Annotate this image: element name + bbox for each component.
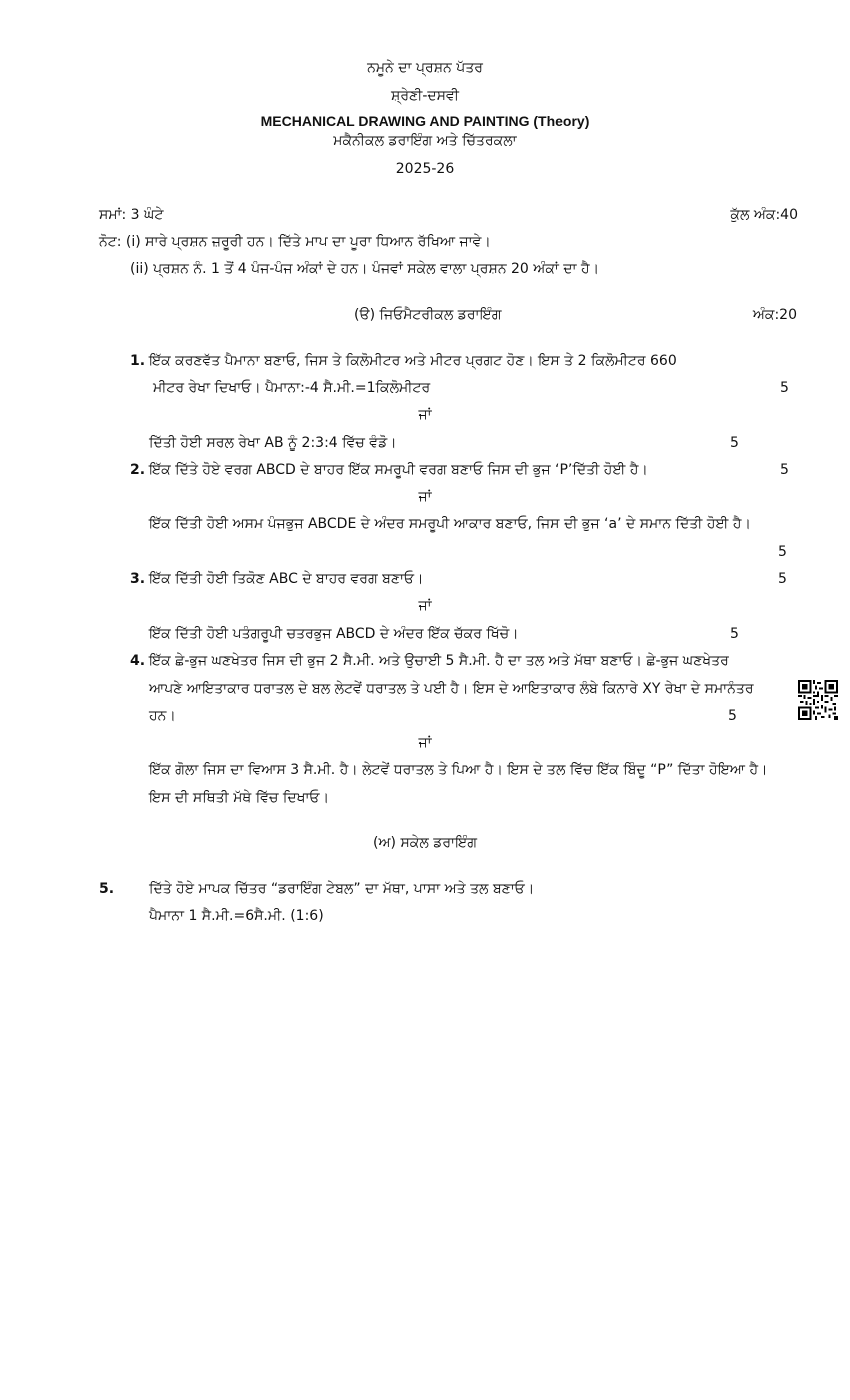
- q4-number: 4.: [130, 653, 146, 669]
- q3-alternative-marks: 5: [730, 626, 739, 642]
- q1-alternative: ਦਿੱਤੀ ਹੋਈ ਸਰਲ ਰੇਖਾ AB ਨੂੰ 2:3:4 ਵਿੱਚ ਵੰਡੋ।: [149, 435, 397, 451]
- q2-number: 2.: [130, 462, 146, 478]
- q3-number: 3.: [130, 571, 146, 587]
- q4-alternative-line-2: ਇਸ ਦੀ ਸਥਿਤੀ ਮੱਥੇ ਵਿੱਚ ਦਿਖਾਓ।: [149, 790, 330, 806]
- q5-line-2: ਪੈਮਾਨਾ 1 ਸੈ.ਮੀ.=6ਸੈ.ਮੀ. (1:6): [149, 908, 324, 924]
- note-2: (ii) ਪ੍ਰਸ਼ਨ ਨੰ. 1 ਤੋਂ 4 ਪੰਜ-ਪੰਜ ਅੰਕਾਂ ਦੇ ਹਨ। ਪੰਜਵਾਂ ਸਕੇਲ ਵਾਲਾ ਪ੍ਰਸ਼ਨ 20 ਅੰਕਾਂ ਦਾ ਹੈ।: [130, 261, 600, 277]
- subject-punjabi: ਮਕੈਨੀਕਲ ਡਰਾਇੰਗ ਅਤੇ ਚਿੱਤਰਕਲਾ: [333, 133, 517, 149]
- or-label: ਜਾਂ: [418, 407, 432, 423]
- session-year: 2025-26: [395, 161, 455, 177]
- q2-marks: 5: [780, 462, 789, 478]
- paper-title: ਨਮੂਨੇ ਦਾ ਪ੍ਰਸ਼ਨ ਪੱਤਰ: [367, 60, 483, 76]
- q4-marks: 5: [728, 708, 737, 724]
- q2-alternative-marks: 5: [778, 544, 787, 560]
- q2-line-1: ਇੱਕ ਦਿੱਤੇ ਹੋਏ ਵਰਗ ABCD ਦੇ ਬਾਹਰ ਇੱਕ ਸਮਰੂਪੀ ਵਰਗ ਬਣਾਓ ਜਿਸ ਦੀ ਭੁਜ ‘P’ਦਿੱਤੀ ਹੋਈ ਹੈ।: [149, 462, 648, 478]
- time-allowed: ਸਮਾਂ: 3 ਘੰਟੇ: [99, 207, 164, 223]
- q1-line-2: ਮੀਟਰ ਰੇਖਾ ਦਿਖਾਓ। ਪੈਮਾਨਾ:-4 ਸੈ.ਮੀ.=1ਕਿਲੋਮੀਟਰ: [153, 380, 431, 396]
- q3-line-1: ਇੱਕ ਦਿੱਤੀ ਹੋਈ ਤਿਕੋਣ ABC ਦੇ ਬਾਹਰ ਵਰਗ ਬਣਾਓ।: [149, 571, 424, 587]
- or-label: ਜਾਂ: [418, 489, 432, 505]
- q5-number: 5.: [99, 881, 115, 897]
- or-label: ਜਾਂ: [418, 735, 432, 751]
- class-line: ਸ਼੍ਰੇਣੀ-ਦਸਵੀ: [391, 88, 459, 104]
- or-label: ਜਾਂ: [418, 598, 432, 614]
- subject-english: MECHANICAL DRAWING AND PAINTING (Theory): [260, 113, 590, 129]
- q1-line-1: ਇੱਕ ਕਰਣਵੱਤ ਪੈਮਾਨਾ ਬਣਾਓ, ਜਿਸ ਤੇ ਕਿਲੋਮੀਟਰ ਅਤੇ ਮੀਟਰ ਪ੍ਰਗਟ ਹੋਣ। ਇਸ ਤੇ 2 ਕਿਲੋਮੀਟਰ 660: [149, 353, 677, 369]
- q1-marks: 5: [780, 380, 789, 396]
- q2-alternative: ਇੱਕ ਦਿੱਤੀ ਹੋਈ ਅਸਮ ਪੰਜਭੁਜ ABCDE ਦੇ ਅੰਦਰ ਸਮਰੂਪੀ ਆਕਾਰ ਬਣਾਓ, ਜਿਸ ਦੀ ਭੁਜ ‘a’ ਦੇ ਸਮਾਨ ਦਿੱਤੀ ਹੋਈ ਹੈ।: [149, 516, 751, 532]
- section-b-heading: (ਅ) ਸਕੇਲ ਡਰਾਇੰਗ: [373, 835, 477, 851]
- q1-number: 1.: [130, 353, 146, 369]
- q4-line-3: ਹਨ।: [149, 708, 176, 724]
- note-1: ਨੋਟ: (i) ਸਾਰੇ ਪ੍ਰਸ਼ਨ ਜ਼ਰੂਰੀ ਹਨ। ਦਿੱਤੇ ਮਾਪ ਦਾ ਪੂਰਾ ਧਿਆਨ ਰੱਖਿਆ ਜਾਵੇ।: [99, 234, 491, 250]
- q4-line-1: ਇੱਕ ਛੇ-ਭੁਜ ਘਣਖੇਤਰ ਜਿਸ ਦੀ ਭੁਜ 2 ਸੈ.ਮੀ. ਅਤੇ ਉਚਾਈ 5 ਸੈ.ਮੀ. ਹੈ ਦਾ ਤਲ ਅਤੇ ਮੱਥਾ ਬਣਾਓ। ਛੇ-ਭੁਜ ਘਣਖੇਤਰ: [149, 653, 729, 669]
- qr-code-icon: [798, 680, 838, 720]
- q4-alternative-line-1: ਇੱਕ ਗੋਲਾ ਜਿਸ ਦਾ ਵਿਆਸ 3 ਸੈ.ਮੀ. ਹੈ। ਲੇਟਵੇਂ ਧਰਾਤਲ ਤੇ ਪਿਆ ਹੈ। ਇਸ ਦੇ ਤਲ ਵਿੱਚ ਇੱਕ ਬਿੰਦੂ “P” ਦਿੱਤਾ ਹੋਇਆ ਹੈ।: [149, 762, 768, 778]
- q5-line-1: ਦਿੱਤੇ ਹੋਏ ਮਾਪਕ ਚਿੱਤਰ “ਡਰਾਇੰਗ ਟੇਬਲ” ਦਾ ਮੱਥਾ, ਪਾਸਾ ਅਤੇ ਤਲ ਬਣਾਓ।: [149, 881, 535, 897]
- q4-line-2: ਆਪਣੇ ਆਇਤਾਕਾਰ ਧਰਾਤਲ ਦੇ ਬਲ ਲੇਟਵੇਂ ਧਰਾਤਲ ਤੇ ਪਈ ਹੈ। ਇਸ ਦੇ ਆਇਤਾਕਾਰ ਲੰਬੇ ਕਿਨਾਰੇ XY ਰੇਖਾ ਦੇ ਸਮਾਨੰਤਰ: [149, 681, 754, 697]
- section-a-heading: (ੳ) ਜਿਓਮੈਟਰੀਕਲ ਡਰਾਇੰਗ: [354, 307, 502, 323]
- section-a-marks: ਅੰਕ:20: [752, 307, 797, 323]
- q3-alternative: ਇੱਕ ਦਿੱਤੀ ਹੋਈ ਪਤੰਗਰੂਪੀ ਚਤਰਭੁਜ ABCD ਦੇ ਅੰਦਰ ਇੱਕ ਚੱਕਰ ਖਿੱਚੋ।: [149, 626, 519, 642]
- q3-marks: 5: [778, 571, 787, 587]
- total-marks: ਕੁੱਲ ਅੰਕ:40: [730, 207, 798, 223]
- q1-alternative-marks: 5: [730, 435, 739, 451]
